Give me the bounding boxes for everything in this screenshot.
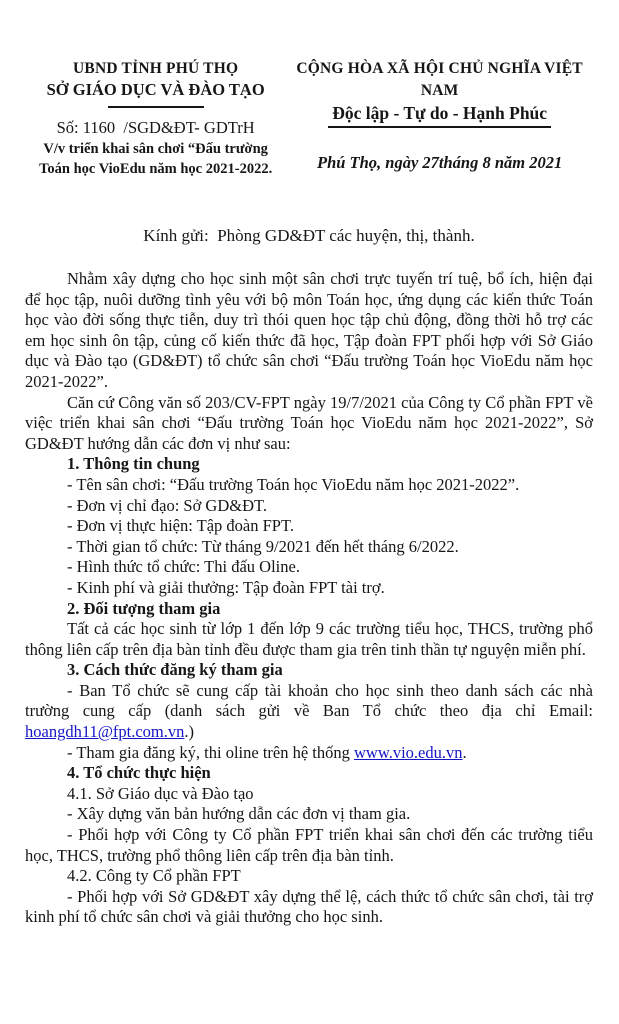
issuer-org-name: SỞ GIÁO DỤC VÀ ĐÀO TẠO <box>46 80 265 99</box>
section-3-item-website <box>25 743 593 764</box>
document-number: Số: 1160 /SGD&ĐT- GDTrH <box>56 118 255 137</box>
document-subject-line2: Toán học VioEdu năm học 2021-2022. <box>39 161 273 177</box>
section-4-sub2-title: 4.2. Công ty Cổ phần FPT <box>67 866 241 886</box>
section-1-title: 1. Thông tin chung <box>67 454 200 474</box>
section-4-sub1-item: - Phối hợp với Công ty Cổ phần FPT triển khai sân chơi đến các trường tiểu học, THCS, trường phổ thông liên cấp trên địa bàn tỉnh. <box>25 825 593 865</box>
national-motto: Độc lập - Tự do - Hạnh Phúc <box>328 102 551 128</box>
national-heading-block <box>286 58 593 174</box>
place-and-date: Phú Thọ, ngày 27tháng 8 năm 2021 <box>316 153 563 172</box>
website-text-post: . <box>462 742 467 762</box>
section-1-item: - Đơn vị thực hiện: Tập đoàn FPT. <box>67 516 294 536</box>
section-3-title: 3. Cách thức đăng ký tham gia <box>67 660 283 680</box>
website-text-pre: - Tham gia đăng ký, thi oline trên hệ thống <box>67 742 355 762</box>
document-subject-line1: V/v triển khai sân chơi “Đấu trường <box>43 141 268 157</box>
email-link[interactable]: hoangdh11@fpt.com.vn <box>25 722 185 742</box>
section-4-sub1-title: 4.1. Sở Giáo dục và Đào tạo <box>67 783 254 803</box>
issuer-rule <box>108 106 204 108</box>
section-4-title: 4. Tổ chức thực hiện <box>67 763 211 783</box>
document-body <box>25 269 593 928</box>
registration-text-pre: - Ban Tổ chức sẽ cung cấp tài khoản cho học sinh theo danh sách các nhà trường cung cấp (danh sách gửi về Ban Tổ chức theo địa chỉ Email: <box>25 680 593 721</box>
document-header <box>25 58 593 179</box>
registration-text-post: .) <box>184 722 195 742</box>
section-4-sub2-item: - Phối hợp với Sở GD&ĐT xây dựng thể lệ, cách thức tổ chức sân chơi, tài trợ kinh phí tổ chức sân chơi và giải thưởng cho học sinh. <box>25 886 593 927</box>
section-1-item: - Kinh phí và giải thưởng: Tập đoàn FPT tài trợ. <box>67 577 385 597</box>
legal-basis-paragraph: Căn cứ Công văn số 203/CV-FPT ngày 19/7/2021 của Công ty Cổ phần FPT về việc triển khai sân chơi “Đấu trường Toán học VioEdu năm học 2021-2022”, Sở GD&ĐT hướng dẫn các đơn vị như sau: <box>25 392 593 453</box>
section-2-paragraph: Tất cả các học sinh từ lớp 1 đến lớp 9 các trường tiểu học, THCS, trường phổ thông liên cấp trên địa bàn tỉnh đều được tham gia trên tinh thần tự nguyện miễn phí. <box>25 619 593 659</box>
issuer-block <box>25 58 286 179</box>
section-3-item-registration <box>25 681 593 743</box>
section-2-title: 2. Đối tượng tham gia <box>67 598 221 618</box>
section-1-item: - Đơn vị chỉ đạo: Sở GD&ĐT. <box>67 495 267 515</box>
website-link[interactable]: www.vio.edu.vn <box>354 742 463 762</box>
intro-paragraph: Nhằm xây dựng cho học sinh một sân chơi trực tuyến trí tuệ, bổ ích, hiện đại để học tập, nuôi dưỡng tình yêu với bộ môn Toán học, ứng dụng các kiến thức Toán học vào đời sống thực tiễn, duy trì thói quen học tập chủ động, đồng thời hỗ trợ các em học sinh ôn tập, củng cố kiến thức đã học, Tập đoàn FPT phối hợp với Sở Giáo dục và Đào tạo (GD&ĐT) tổ chức sân chơi “Đấu trường Toán học VioEdu năm học 2021-2022”. <box>25 269 593 391</box>
recipient-line: Kính gửi: Phòng GD&ĐT các huyện, thị, thành. <box>143 226 475 245</box>
section-1-item: - Tên sân chơi: “Đấu trường Toán học VioEdu năm học 2021-2022”. <box>67 474 520 494</box>
section-1-item: - Thời gian tổ chức: Từ tháng 9/2021 đến hết tháng 6/2022. <box>67 536 459 556</box>
country-title: CỘNG HÒA XÃ HỘI CHỦ NGHĨA VIỆT NAM <box>296 60 583 99</box>
section-4-sub1-item: - Xây dựng văn bản hướng dẫn các đơn vị tham gia. <box>67 804 411 824</box>
section-1-item: - Hình thức tổ chức: Thi đấu Oline. <box>67 557 300 577</box>
issuer-parent-org: UBND TỈNH PHÚ THỌ <box>73 60 239 77</box>
